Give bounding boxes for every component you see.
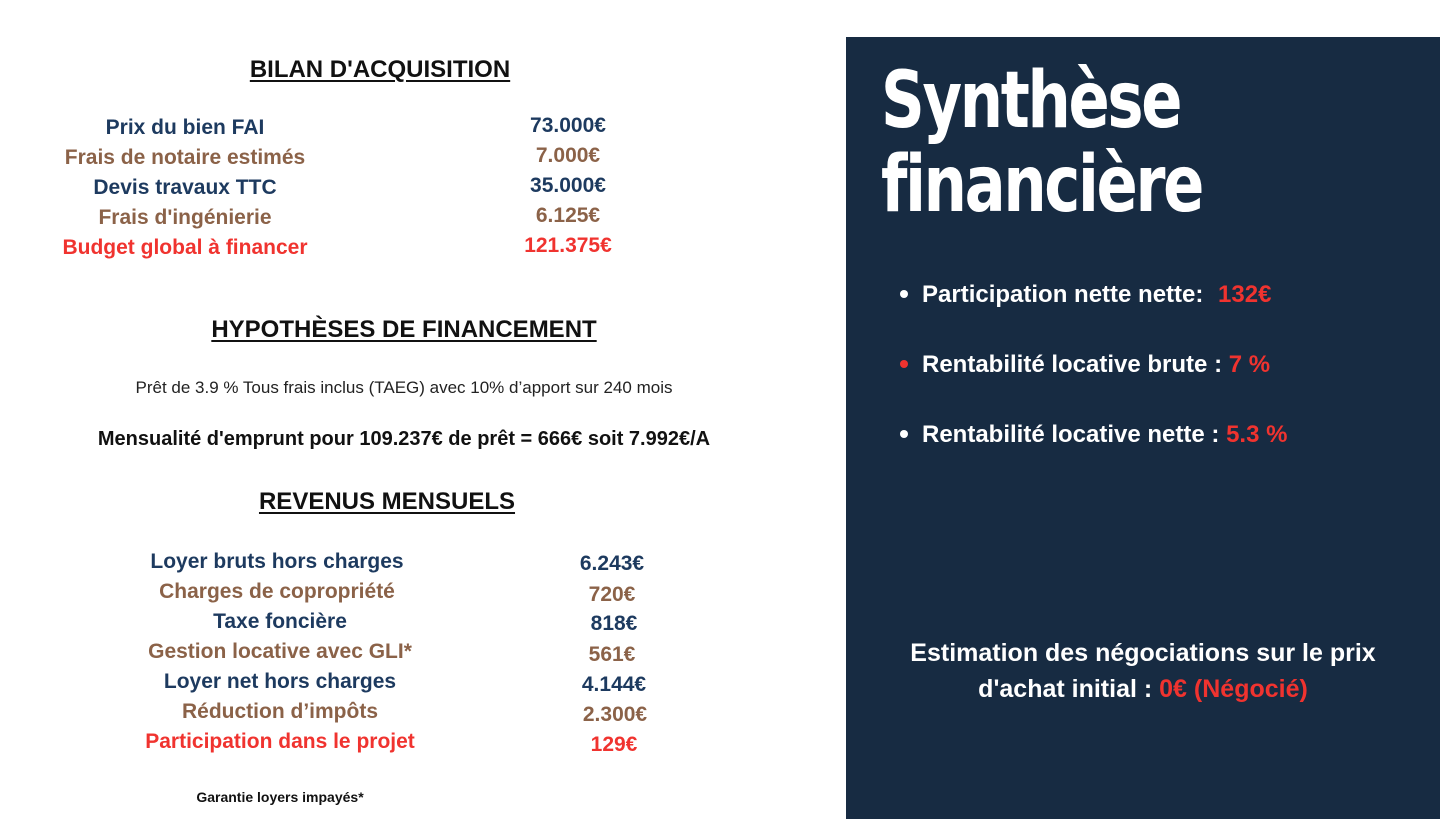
negotiation-value: 0€ (Négocié) xyxy=(1159,675,1308,703)
bullet-label: Rentabilité locative nette : xyxy=(922,421,1227,448)
synthesis-title-line2: financière xyxy=(881,140,1203,230)
acq-value-price: 73.000€ xyxy=(530,114,606,137)
rev-value-participation: 129€ xyxy=(590,733,638,756)
rev-label-property-tax: Taxe foncière xyxy=(213,610,347,633)
bullet-value: 5.3 % xyxy=(1226,421,1288,448)
rev-label-condo-charges: Charges de copropriété xyxy=(159,580,395,603)
bullet-dot xyxy=(900,360,908,368)
acq-value-notary: 7.000€ xyxy=(535,144,601,167)
bullet-dot xyxy=(900,290,908,298)
acq-value-budget: 121.375€ xyxy=(524,234,612,257)
bullet-value: 7 % xyxy=(1228,351,1271,378)
rev-value-gross-rent: 6.243€ xyxy=(579,552,645,575)
rev-label-net-rent: Loyer net hors charges xyxy=(163,670,397,693)
acq-value-works: 35.000€ xyxy=(530,174,606,197)
bullet-net-yield xyxy=(900,421,1287,449)
synthesis-panel xyxy=(846,37,1440,819)
negotiation-line1: Estimation des négociations sur le prix xyxy=(910,639,1376,667)
rev-value-tax-reduction: 2.300€ xyxy=(582,703,648,726)
acquisition-title: BILAN D'ACQUISITION xyxy=(249,56,511,83)
rev-value-condo-charges: 720€ xyxy=(588,583,636,606)
bullet-gross-yield xyxy=(900,351,1270,379)
bullet-net-participation xyxy=(900,281,1271,309)
synthesis-title xyxy=(881,56,1203,230)
negotiation-line2-wrap xyxy=(846,671,1440,707)
acq-label-price: Prix du bien FAI xyxy=(105,116,265,139)
monthly-payment: Mensualité d'emprunt pour 109.237€ de prêt = 666€ soit 7.992€/A xyxy=(97,428,711,450)
rev-value-net-rent: 4.144€ xyxy=(581,673,647,696)
loan-conditions: Prêt de 3.9 % Tous frais inclus (TAEG) avec 10% d’apport sur 240 mois xyxy=(135,378,673,397)
rev-label-management: Gestion locative avec GLI* xyxy=(148,640,412,663)
acq-label-engineering: Frais d'ingénierie xyxy=(98,206,272,229)
financing-title: HYPOTHÈSES DE FINANCEMENT xyxy=(211,316,597,343)
acq-label-budget: Budget global à financer xyxy=(62,236,308,259)
acq-label-works: Devis travaux TTC xyxy=(93,176,277,199)
rev-label-participation: Participation dans le projet xyxy=(145,730,415,753)
acq-value-engineering: 6.125€ xyxy=(535,204,601,227)
bullet-dot xyxy=(900,430,908,438)
rev-label-tax-reduction: Réduction d’impôts xyxy=(182,700,378,723)
bullet-label: Participation nette nette: xyxy=(922,281,1211,308)
rev-label-gross-rent: Loyer bruts hors charges xyxy=(150,550,404,573)
rev-value-management: 561€ xyxy=(588,643,636,666)
synthesis-title-line1: Synthèse xyxy=(881,56,1181,146)
bullet-value: 132€ xyxy=(1218,281,1272,308)
acq-label-notary: Frais de notaire estimés xyxy=(64,146,306,169)
revenue-title: REVENUS MENSUELS xyxy=(258,488,516,515)
negotiation-line2: d'achat initial : xyxy=(978,675,1160,703)
bullet-label: Rentabilité locative brute : xyxy=(922,351,1229,378)
rev-value-property-tax: 818€ xyxy=(590,612,638,635)
footnote: Garantie loyers impayés* xyxy=(196,789,364,805)
negotiation-estimate xyxy=(846,635,1440,707)
